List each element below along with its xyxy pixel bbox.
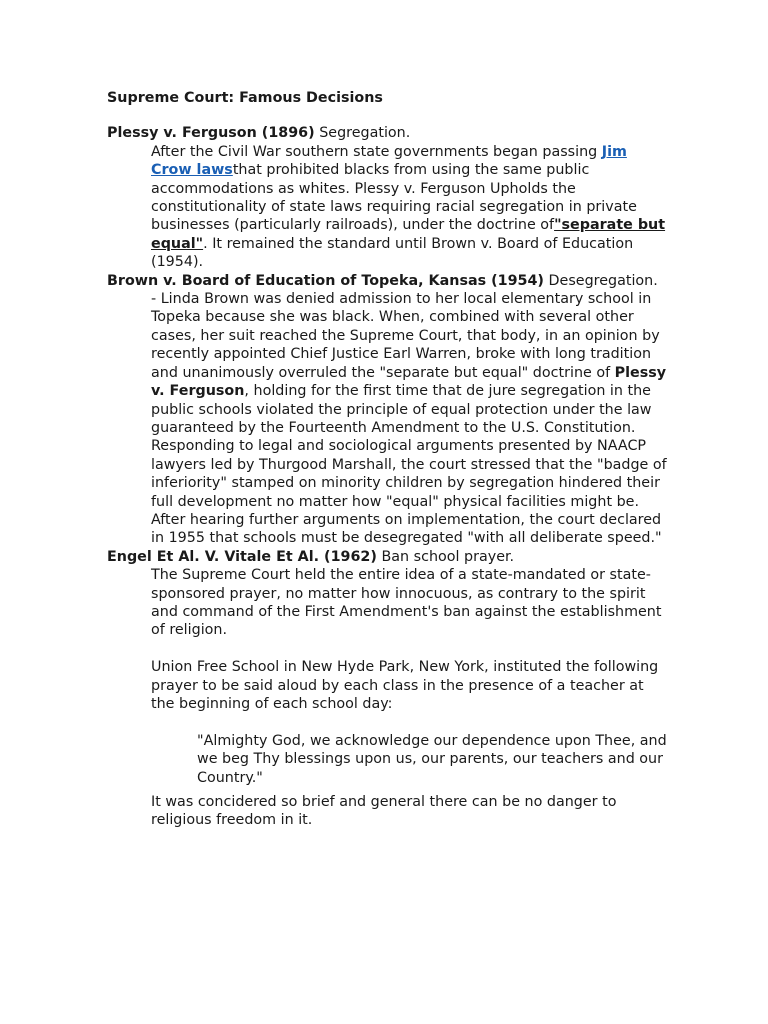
engel-paragraph-2: Union Free School in New Hyde Park, New York, instituted the following prayer to be said aloud by each class in the presence of a teacher at the beginning of each school day:: [151, 659, 659, 712]
brown-paragraph: [151, 290, 671, 548]
case-topic-engel: Ban school prayer.: [376, 548, 515, 565]
case-topic-brown: Desegregation.: [543, 272, 658, 289]
case-body-plessy: [151, 143, 671, 272]
plessy-text-3: . It remained the standard until Brown v. Board of Education (1954).: [151, 235, 634, 271]
engel-paragraph-1: The Supreme Court held the entire idea of a state-mandated or state-sponsored prayer, no matter how innocuous, as contrary to the spirit and command of the First Amendment's ban against the establishment of religion.: [151, 567, 662, 639]
case-title-brown: Brown v. Board of Education of Topeka, Kansas (1954): [107, 272, 544, 289]
case-heading-engel: [107, 548, 687, 566]
paragraph-spacer: [151, 640, 671, 658]
brown-text-2: , holding for the first time that de jure segregation in the public schools violated the principle of equal protection under the law guaranteed by the Fourteenth Amendment to the U.S. Constitution. Responding to legal and sociological arguments presented by NAACP lawyers led by Thurgood Marshall, the court stressed that the "badge of inferiority" stamped on minority children by segregation hindered their full development no matter how "equal" physical facilities might be. After hearing further arguments on implementation, the court declared in 1955 that schools must be desegregated "with all deliberate speed.": [151, 383, 667, 547]
plessy-text-1: After the Civil War southern state governments began passing: [151, 143, 602, 160]
document-title: Supreme Court: Famous Decisions: [107, 90, 383, 106]
plessy-reference: Plessy v. Ferguson: [151, 364, 667, 400]
prayer-quote: [197, 732, 667, 787]
case-body-engel-end: [151, 793, 671, 830]
case-body-brown: [151, 290, 671, 548]
paragraph-spacer: [151, 713, 671, 731]
case-heading-brown: [107, 272, 687, 290]
case-body-engel: [151, 566, 671, 732]
case-heading-plessy: [107, 124, 687, 142]
engel-paragraph-3: It was concidered so brief and general there can be no danger to religious freedom in it.: [151, 794, 617, 829]
plessy-text-2: that prohibited blacks from using the same public accommodations as whites. Plessy v. Ferguson Upholds the constitutionality of state laws requiring racial segregation in private businesses (particularly railroads), under the doctrine of: [151, 162, 637, 234]
document-page: [107, 89, 687, 830]
jim-crow-laws-link[interactable]: Jim Crow laws: [151, 143, 627, 179]
case-title-plessy: Plessy v. Ferguson (1896): [107, 125, 315, 142]
case-topic-plessy: Segregation.: [314, 125, 411, 142]
plessy-paragraph: [151, 143, 671, 272]
separate-but-equal-phrase: "separate but equal": [151, 217, 666, 252]
case-title-engel: Engel Et Al. V. Vitale Et Al. (1962): [107, 548, 377, 565]
brown-text-1: - Linda Brown was denied admission to her local elementary school in Topeka because she was black. When, combined with several other cases, her suit reached the Supreme Court, that body, in an opinion by recently appointed Chief Justice Earl Warren, broke with long tradition and unanimously overruled the "separate but equal" doctrine of: [151, 291, 660, 381]
prayer-quote-text: "Almighty God, we acknowledge our dependence upon Thee, and we beg Thy blessings upon us, our parents, our teachers and our Country.": [197, 732, 667, 786]
